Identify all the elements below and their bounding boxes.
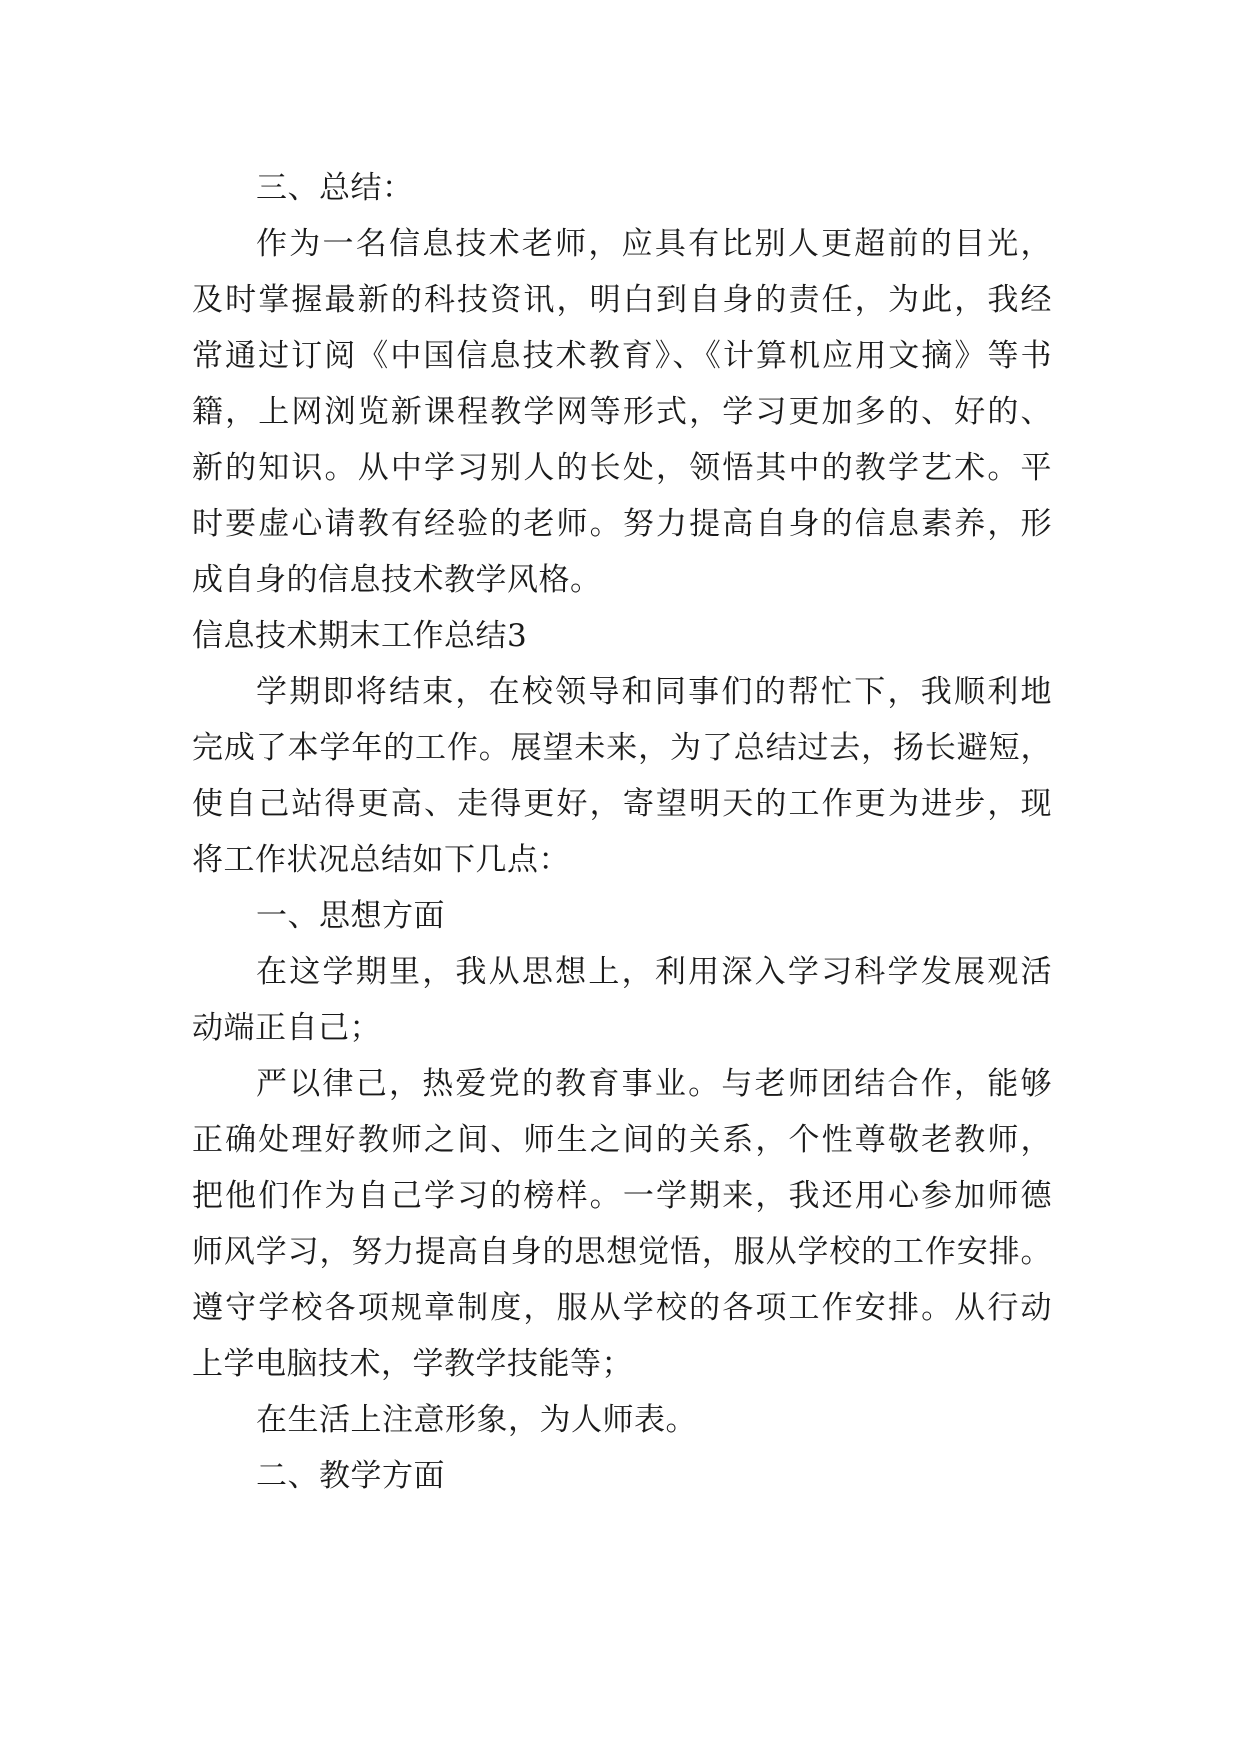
document-section-title: 信息技术期末工作总结3 xyxy=(192,618,528,654)
paragraph-line: 使自己站得更高、走得更好，寄望明天的工作更为进步，现 xyxy=(192,786,1052,822)
section-heading-thought: 一、思想方面 xyxy=(256,898,445,934)
paragraph-line: 成自身的信息技术教学风格。 xyxy=(192,562,602,598)
paragraph-line: 新的知识。从中学习别人的长处，领悟其中的教学艺术。平 xyxy=(192,450,1052,486)
paragraph-line: 上学电脑技术，学教学技能等； xyxy=(192,1346,633,1382)
paragraph-line: 时要虚心请教有经验的老师。努力提高自身的信息素养，形 xyxy=(192,506,1052,542)
paragraph-line: 动端正自己； xyxy=(192,1010,381,1046)
paragraph-line: 在生活上注意形象，为人师表。 xyxy=(256,1402,697,1438)
paragraph-line: 作为一名信息技术老师，应具有比别人更超前的目光， xyxy=(256,226,1052,262)
paragraph-line: 学期即将结束，在校领导和同事们的帮忙下，我顺利地 xyxy=(256,674,1052,710)
paragraph-line: 及时掌握最新的科技资讯，明白到自身的责任，为此，我经 xyxy=(192,282,1052,318)
paragraph-line: 在这学期里，我从思想上，利用深入学习科学发展观活 xyxy=(256,954,1052,990)
section-heading-summary: 三、总结： xyxy=(256,170,414,206)
paragraph-line: 常通过订阅《中国信息技术教育》、《计算机应用文摘》等书 xyxy=(192,338,1052,374)
section-heading-teaching: 二、教学方面 xyxy=(256,1458,445,1494)
paragraph-line: 将工作状况总结如下几点： xyxy=(192,842,570,878)
paragraph-line: 正确处理好教师之间、师生之间的关系，个性尊敬老教师， xyxy=(192,1122,1052,1158)
paragraph-line: 把他们作为自己学习的榜样。一学期来，我还用心参加师德 xyxy=(192,1178,1052,1214)
paragraph-line: 师风学习，努力提高自身的思想觉悟，服从学校的工作安排。 xyxy=(192,1234,1052,1270)
paragraph-line: 籍，上网浏览新课程教学网等形式，学习更加多的、好的、 xyxy=(192,394,1052,430)
paragraph-line: 严以律己，热爱党的教育事业。与老师团结合作，能够 xyxy=(256,1066,1052,1102)
paragraph-line: 遵守学校各项规章制度，服从学校的各项工作安排。从行动 xyxy=(192,1290,1052,1326)
paragraph-line: 完成了本学年的工作。展望未来，为了总结过去，扬长避短， xyxy=(192,730,1052,766)
